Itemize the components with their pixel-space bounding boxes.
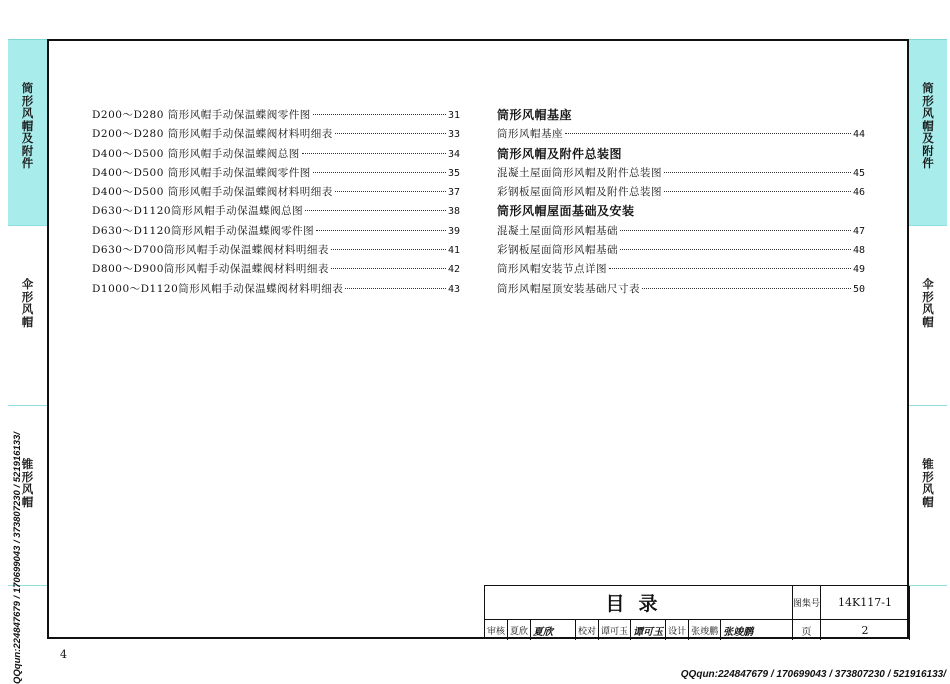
page-number-cell: 2 [821,620,910,640]
toc-right-column [497,106,865,299]
check-label: 校对 [578,626,597,637]
toc-section-heading: 筒形风帽基座 [497,108,573,122]
side-tab-label: 锥形风帽 [21,457,34,509]
toc-entry[interactable]: 彩钢板屋面筒形风帽基础 48 [497,241,865,260]
toc-entry[interactable]: D400～D500 筒形风帽手动保温蝶阀材料明细表 37 [92,183,460,202]
toc-entry[interactable]: D1000～D1120筒形风帽手动保温蝶阀材料明细表 43 [92,280,460,299]
design-label: 设计 [668,626,687,637]
review-name: 夏欣 [510,626,529,637]
toc-entry[interactable]: D630～D1120筒形风帽手动保温蝶阀总图 38 [92,202,460,221]
toc-entry[interactable]: D400～D500 筒形风帽手动保温蝶阀总图 34 [92,145,460,164]
side-tab-umbrella-right[interactable] [909,225,947,405]
signature-row [485,620,793,640]
title-block [484,585,909,639]
sheet-title: 目录 [485,586,793,620]
toc-entry[interactable]: D630～D1120筒形风帽手动保温蝶阀零件图 39 [92,222,460,241]
toc-entry[interactable]: 混凝土屋面筒形风帽基础 47 [497,222,865,241]
side-tab-empty-right [909,585,947,639]
design-signature: 张竣鹏 [723,626,754,638]
check-name: 谭可玉 [601,626,629,637]
review-signature: 夏欣 [533,626,554,638]
page-label: 页 [793,620,821,640]
side-tab-label: 筒形风帽及附件 [21,81,34,170]
atlas-number: 14K117-1 [821,586,910,620]
side-tab-label: 伞形风帽 [922,277,934,329]
toc-entry[interactable]: 筒形风帽安装节点详图 49 [497,260,865,279]
side-tab-cylindrical[interactable] [8,39,47,225]
design-name: 张竣鹏 [691,626,719,637]
toc-entry[interactable]: D200～D280 筒形风帽手动保温蝶阀零件图 31 [92,106,460,125]
toc-entry[interactable]: 彩钢板屋面筒形风帽及附件总装图 46 [497,183,865,202]
toc-entry[interactable]: D200～D280 筒形风帽手动保温蝶阀材料明细表 33 [92,125,460,144]
side-tab-umbrella[interactable] [8,225,47,405]
toc-entry[interactable]: 筒形风帽屋顶安装基础尺寸表 50 [497,280,865,299]
side-tab-cylindrical-right[interactable] [909,39,947,225]
toc-entry[interactable]: D800～D900筒形风帽手动保温蝶阀材料明细表 42 [92,260,460,279]
toc-entry[interactable]: D630～D700筒形风帽手动保温蝶阀材料明细表 41 [92,241,460,260]
watermark-horizontal: QQqun:224847679 / 170699043 / 373807230 / 521916133/ [680,669,946,680]
atlas-label: 图集号 [793,586,821,620]
toc-section-heading: 筒形风帽屋面基础及安装 [497,204,635,219]
page-number: 4 [60,648,67,661]
toc-section-heading: 筒形风帽及附件总装图 [497,146,623,161]
side-tab-label: 伞形风帽 [21,277,34,329]
check-signature: 谭可玉 [633,626,664,638]
toc-entry[interactable]: 混凝土屋面筒形风帽及附件总装图 45 [497,164,865,183]
watermark-vertical: QQqun:224847679 / 170699043 / 373807230 / 521916133/ [12,432,23,684]
side-tab-cone-right[interactable] [909,405,947,585]
toc-entry[interactable]: 筒形风帽基座 44 [497,125,865,144]
review-label: 审核 [487,626,506,637]
toc-left-column [92,106,460,299]
side-tab-label: 筒形风帽及附件 [922,81,934,170]
side-tab-label: 锥形风帽 [922,457,934,509]
toc-entry[interactable]: D400～D500 筒形风帽手动保温蝶阀零件图 35 [92,164,460,183]
